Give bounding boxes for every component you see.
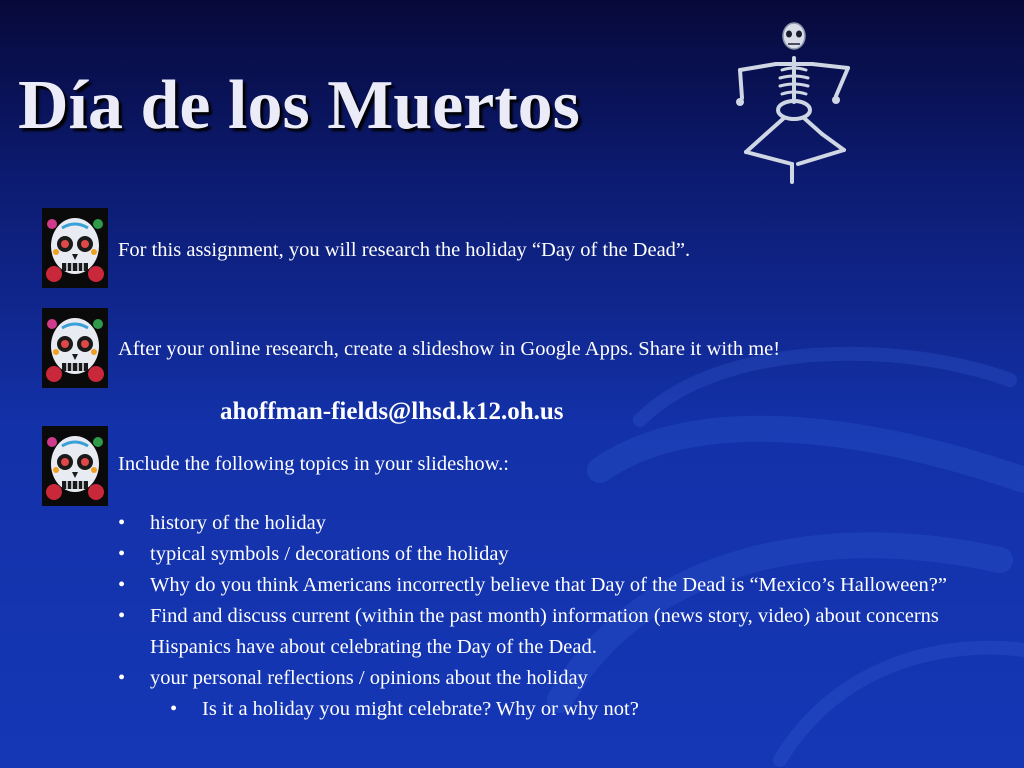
topic-list — [118, 508, 998, 725]
list-item — [118, 601, 998, 663]
assignment-intro: For this assignment, you will research the holiday “Day of the Dead”. — [118, 239, 691, 261]
topics-intro: Include the following topics in your slideshow.: — [118, 453, 509, 475]
bullet-icon: • — [118, 543, 126, 565]
teacher-email: ahoffman-fields@lhsd.k12.oh.us — [220, 398, 564, 425]
sub-list-item — [118, 694, 998, 725]
research-instruction: After your online research, create a slideshow in Google Apps. Share it with me! — [118, 338, 781, 360]
bullet-icon: • — [118, 667, 126, 689]
list-item — [118, 570, 998, 601]
sugar-skull-icon — [42, 426, 108, 506]
list-item-text: your personal reflections / opinions about the holiday — [150, 667, 588, 689]
list-item-text: Find and discuss current (within the past month) information (news story, video) about concerns Hispanics have about celebrating the Day of the Dead. — [150, 605, 939, 658]
bullet-icon: • — [118, 605, 126, 627]
list-item — [118, 663, 998, 694]
bullet-icon: • — [118, 512, 126, 534]
bullet-icon: • — [118, 574, 126, 596]
list-item-text: typical symbols / decorations of the holiday — [150, 543, 509, 565]
bullet-icon: • — [170, 698, 178, 720]
sugar-skull-icon — [42, 308, 108, 388]
list-item-text: history of the holiday — [150, 512, 326, 534]
sub-list-item-text: Is it a holiday you might celebrate? Why or why not? — [202, 698, 639, 720]
list-item-text: Why do you think Americans incorrectly believe that Day of the Dead is “Mexico’s Halloween?” — [150, 574, 947, 596]
list-item — [118, 508, 998, 539]
dancing-skeleton-image — [722, 14, 868, 188]
list-item — [118, 539, 998, 570]
sugar-skull-icon — [42, 208, 108, 288]
slide-title: Día de los Muertos — [18, 67, 580, 144]
